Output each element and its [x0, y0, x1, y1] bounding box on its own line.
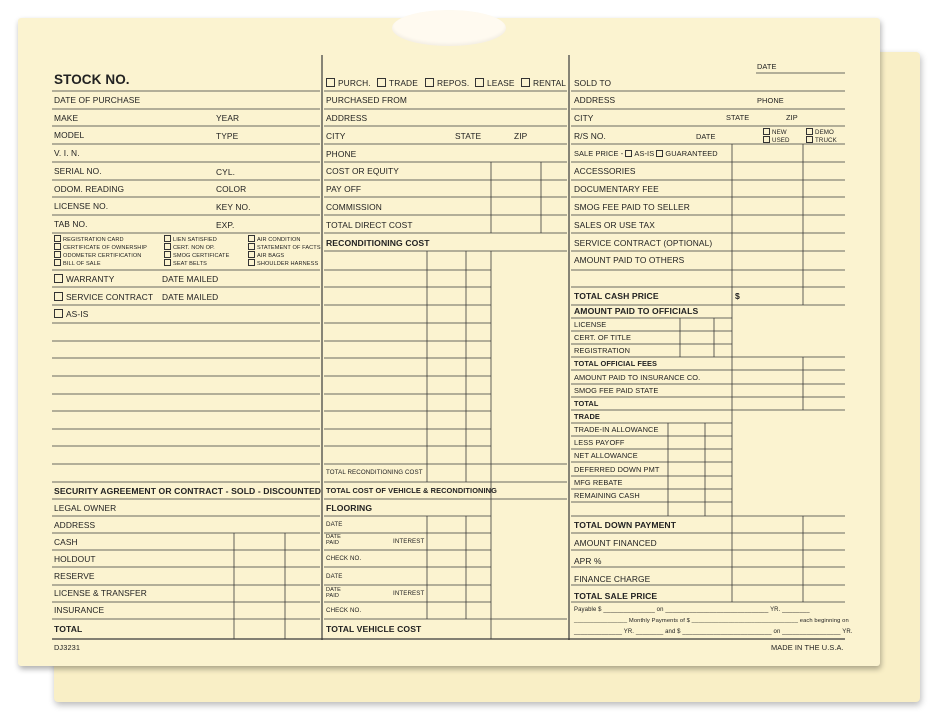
total-label: TOTAL [54, 624, 83, 634]
service-contract-checkbox[interactable]: SERVICE CONTRACT [54, 292, 153, 302]
made-in-usa: MADE IN THE U.S.A. [771, 643, 844, 652]
cyl-label: CYL. [216, 167, 236, 177]
address-label: ADDRESS [54, 520, 96, 530]
odom-reading-label: ODOM. READING [54, 184, 125, 194]
address-label: ADDRESS [326, 113, 368, 123]
total-official-fees-label: TOTAL OFFICIAL FEES [574, 359, 658, 368]
cash-label: CASH [54, 537, 78, 547]
smog-fee-seller-label: SMOG FEE PAID TO SELLER [574, 202, 690, 212]
deferred-down-pmt-label: DEFERRED DOWN PMT [574, 465, 660, 474]
exp-label: EXP. [216, 220, 235, 230]
amount-paid-officials-heading: AMOUNT PAID TO OFFICIALS [574, 306, 699, 316]
tab-no-label: TAB NO. [54, 219, 88, 229]
cert-of-title-label: CERT. OF TITLE [574, 333, 631, 342]
zip-label: ZIP [514, 131, 528, 141]
reserve-label: RESERVE [54, 571, 95, 581]
address-label: ADDRESS [574, 95, 616, 105]
phone-label: PHONE [757, 96, 784, 105]
doc-bill-of-sale[interactable]: BILL OF SALE [54, 259, 101, 267]
flooring-check-no-label-1: CHECK NO. [326, 555, 362, 562]
trade-checkbox[interactable]: TRADE [377, 78, 418, 88]
license-transfer-label: LICENSE & TRANSFER [54, 588, 147, 598]
total-cash-price-label: TOTAL CASH PRICE [574, 291, 659, 301]
doc-air-condition[interactable]: AIR CONDITION [248, 235, 301, 243]
form-code: DJ3231 [54, 643, 81, 652]
new-checkbox[interactable]: NEW [763, 128, 787, 136]
state-label: STATE [726, 113, 750, 122]
date-of-purchase-label: DATE OF PURCHASE [54, 95, 141, 105]
trade-in-allowance-label: TRADE-IN ALLOWANCE [574, 425, 659, 434]
total-direct-cost-label: TOTAL DIRECT COST [326, 220, 413, 230]
doc-seat-belts[interactable]: SEAT BELTS [164, 259, 207, 267]
insurance-label: INSURANCE [54, 605, 105, 615]
serial-no-label: SERIAL NO. [54, 166, 102, 176]
stock-no-label: STOCK NO. [54, 72, 130, 87]
remaining-cash-label: REMAINING CASH [574, 491, 640, 500]
sold-to-label: SOLD TO [574, 78, 612, 88]
purchased-from-label: PURCHASED FROM [326, 95, 407, 105]
flooring-check-no-label-2: CHECK NO. [326, 607, 362, 614]
vin-label: V. I. N. [54, 148, 80, 158]
total-sale-price-label: TOTAL SALE PRICE [574, 591, 658, 601]
net-allowance-label: NET ALLOWANCE [574, 451, 638, 460]
year-label: YEAR [216, 113, 240, 123]
sales-tax-label: SALES OR USE TAX [574, 220, 655, 230]
flooring-date-paid-label-2: DATE PAID [326, 587, 341, 599]
warranty-checkbox[interactable]: WARRANTY [54, 274, 114, 284]
reconditioning-cost-heading: RECONDITIONING COST [326, 238, 430, 248]
doc-statement-of-facts[interactable]: STATEMENT OF FACTS [248, 243, 321, 251]
legal-owner-label: LEGAL OWNER [54, 503, 117, 513]
amount-paid-others-label: AMOUNT PAID TO OTHERS [574, 255, 685, 265]
truck-checkbox[interactable]: TRUCK [806, 136, 837, 144]
lease-checkbox[interactable]: LEASE [475, 78, 515, 88]
documentary-fee-label: DOCUMENTARY FEE [574, 184, 659, 194]
rs-date-label: DATE [696, 132, 716, 141]
mfg-rebate-label: MFG REBATE [574, 478, 623, 487]
key-no-label: KEY NO. [216, 202, 251, 212]
license-label: LICENSE [574, 320, 607, 329]
as-is-checkbox[interactable] [625, 150, 632, 157]
guaranteed-checkbox[interactable] [656, 150, 663, 157]
state-label: STATE [455, 131, 482, 141]
finance-charge-label: FINANCE CHARGE [574, 574, 651, 584]
flooring-heading: FLOORING [326, 503, 373, 513]
doc-odometer-certification[interactable]: ODOMETER CERTIFICATION [54, 251, 141, 259]
total-fees-label: TOTAL [574, 399, 599, 408]
total-down-payment-label: TOTAL DOWN PAYMENT [574, 520, 677, 530]
dollar-sign: $ [735, 291, 740, 301]
license-no-label: LICENSE NO. [54, 201, 109, 211]
phone-label: PHONE [326, 149, 357, 159]
city-label: CITY [326, 131, 346, 141]
total-reconditioning-cost-label: TOTAL RECONDITIONING COST [326, 469, 423, 476]
city-label: CITY [574, 113, 594, 123]
date-label: DATE [757, 62, 777, 71]
rs-no-label: R/S NO. [574, 131, 606, 141]
type-label: TYPE [216, 131, 239, 141]
amount-financed-label: AMOUNT FINANCED [574, 538, 657, 548]
doc-cert-non-op[interactable]: CERT. NON OP. [164, 243, 215, 251]
doc-registration-card[interactable]: REGISTRATION CARD [54, 235, 124, 243]
payable-line: Payable $ _______________ on ______________________________ YR. ________ [574, 607, 810, 613]
demo-checkbox[interactable]: DEMO [806, 128, 834, 136]
make-label: MAKE [54, 113, 79, 123]
apr-label: APR % [574, 556, 602, 566]
model-label: MODEL [54, 130, 85, 140]
rental-checkbox[interactable]: RENTAL [521, 78, 566, 88]
holdout-label: HOLDOUT [54, 554, 96, 564]
service-contract-label: SERVICE CONTRACT (OPTIONAL) [574, 238, 713, 248]
used-checkbox[interactable]: USED [763, 136, 790, 144]
commission-label: COMMISSION [326, 202, 382, 212]
sale-price-label: SALE PRICE - AS-IS GUARANTEED [574, 149, 718, 158]
yr-and-line: ______________ YR. ________ and $ __________________________ on _________________ YR. [574, 629, 853, 635]
flooring-interest-label-1: INTEREST [393, 538, 425, 545]
repos-checkbox[interactable]: REPOS. [425, 78, 469, 88]
service-date-mailed-label: DATE MAILED [162, 292, 219, 302]
as-is-checkbox[interactable]: AS-IS [54, 309, 88, 319]
total-vehicle-cost-label: TOTAL VEHICLE COST [326, 624, 422, 634]
zip-label: ZIP [786, 113, 798, 122]
registration-label: REGISTRATION [574, 346, 631, 355]
amount-paid-insurance-label: AMOUNT PAID TO INSURANCE CO. [574, 373, 701, 382]
flooring-interest-label-2: INTEREST [393, 590, 425, 597]
color-label: COLOR [216, 184, 247, 194]
total-cost-vehicle-heading: TOTAL COST OF VEHICLE & RECONDITIONING [326, 486, 497, 495]
flooring-date-paid-label-1: DATE PAID [326, 534, 341, 546]
monthly-payments-line: ________________ Monthly Payments of $ ________________________________ each beginning on [574, 618, 849, 624]
doc-shoulder-harness[interactable]: SHOULDER HARNESS [248, 259, 318, 267]
flooring-date-label-2: DATE [326, 573, 343, 580]
less-payoff-label: LESS PAYOFF [574, 438, 625, 447]
cost-or-equity-label: COST OR EQUITY [326, 166, 399, 176]
smog-fee-state-label: SMOG FEE PAID STATE [574, 386, 659, 395]
accessories-label: ACCESSORIES [574, 166, 636, 176]
warranty-date-mailed-label: DATE MAILED [162, 274, 219, 284]
doc-air-bags[interactable]: AIR BAGS [248, 251, 284, 259]
security-agreement-heading: SECURITY AGREEMENT OR CONTRACT - SOLD - DISCOUNTED [54, 486, 322, 496]
trade-heading: TRADE [574, 412, 600, 421]
doc-smog-certificate[interactable]: SMOG CERTIFICATE [164, 251, 229, 259]
doc-certificate-ownership[interactable]: CERTIFICATE OF OWNERSHIP [54, 243, 147, 251]
pay-off-label: PAY OFF [326, 184, 362, 194]
doc-lien-satisfied[interactable]: LIEN SATISFIED [164, 235, 217, 243]
flooring-date-label-1: DATE [326, 521, 343, 528]
purch-checkbox[interactable]: PURCH. [326, 78, 371, 88]
